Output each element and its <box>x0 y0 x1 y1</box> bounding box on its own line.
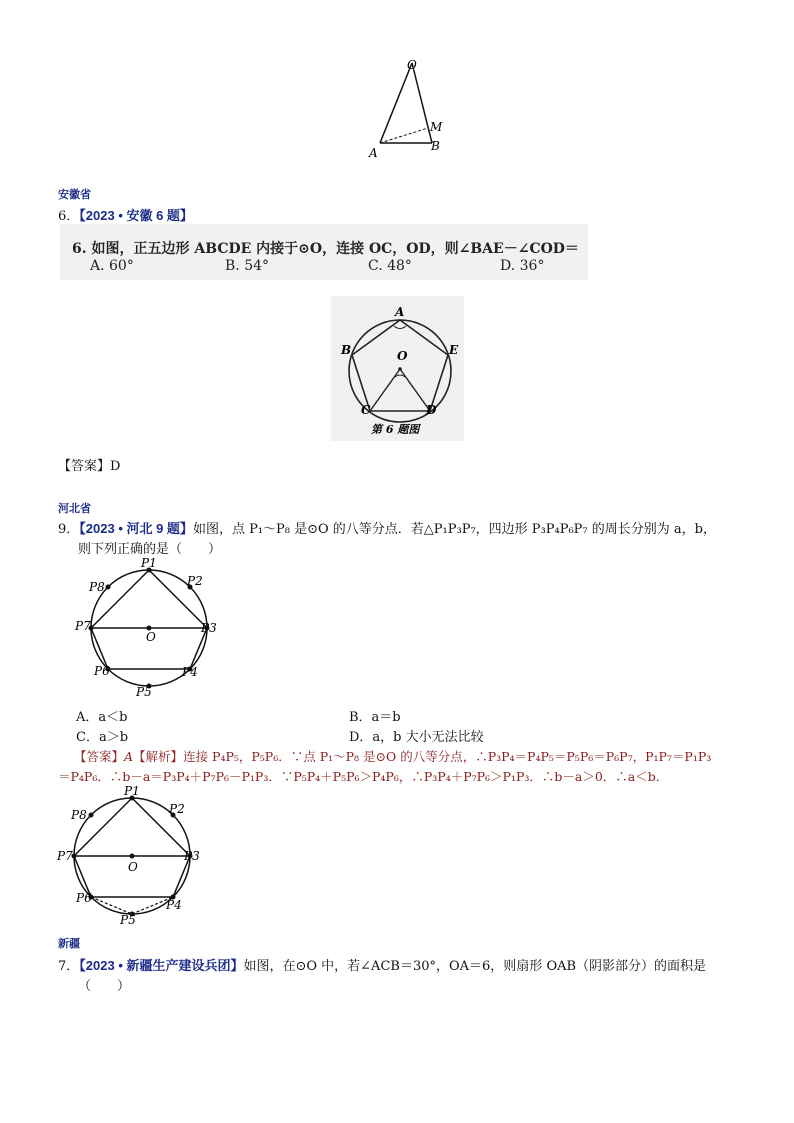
q6-answer: 【答案】D <box>58 459 121 474</box>
q9-stem-line1: 如图，点 P₁～P₈ 是⊙O 的八等分点．若△P₁P₃P₇，四边形 P₃P₄P₆P₇ 的周长分别为 a，b， <box>192 522 716 537</box>
fig2-p8: P8 <box>71 808 87 822</box>
fig2-p2: P2 <box>169 802 185 816</box>
pentagon-label-e: E <box>449 343 459 357</box>
q6-option-d: D. 36° <box>500 258 545 274</box>
q9-source: 【2023 • 河北 9 题】 <box>79 521 193 536</box>
fig2-p5: P5 <box>120 913 136 927</box>
pentagon-label-c: C <box>361 403 371 417</box>
q7-line1 <box>58 955 706 974</box>
figure-triangle-oab <box>360 55 460 165</box>
q6-figure-pentagon <box>331 296 464 441</box>
q9-option-c: C．a＞b <box>76 730 129 745</box>
region-anhui: 安徽省 <box>58 189 91 201</box>
q6-header: 6．【2023 • 安徽 6 题】 <box>58 208 193 224</box>
pentagon-label-d: D <box>426 403 437 417</box>
fig1-p8: P8 <box>89 580 105 594</box>
fig1-p3: P3 <box>201 621 217 635</box>
fig1-p6: P6 <box>94 664 110 678</box>
q9-answer-tag: 【答案】 <box>74 749 125 764</box>
q7-stem-line1: 如图，在⊙O 中，若∠ACB＝30°，OA＝6，则扇形 OAB（阴影部分）的面积是 <box>243 959 707 974</box>
pentagon-label-b: B <box>341 343 352 357</box>
region-xinjiang: 新疆 <box>58 938 80 950</box>
q9-analysis-line1 <box>74 747 711 765</box>
q9-answer-letter: A <box>124 749 134 764</box>
fig2-p3: P3 <box>184 849 200 863</box>
q9-figure-octagon <box>70 555 230 700</box>
fig2-o: O <box>128 860 138 874</box>
fig1-p7: P7 <box>75 619 91 633</box>
pentagon-label-a: A <box>395 305 405 319</box>
q9-number: 9． <box>58 522 80 537</box>
q6-option-b: B. 54° <box>225 258 270 274</box>
q9-solution-figure <box>55 783 215 928</box>
pentagon-caption: 第 6 题图 <box>371 423 420 436</box>
fig1-p2: P2 <box>187 574 203 588</box>
q9-line1 <box>58 518 716 537</box>
q7-number: 7． <box>58 959 80 974</box>
fig1-p5: P5 <box>136 685 152 699</box>
q9-option-d: D．a，b 大小无法比较 <box>349 730 484 745</box>
q6-stem: 6. 如图，正五边形 ABCDE 内接于⊙O，连接 OC，OD，则∠BAE－∠COD＝ <box>72 241 579 257</box>
q6-option-a: A. 60° <box>90 258 134 274</box>
q9-stem-line2: 则下列正确的是（ ） <box>78 542 222 557</box>
q7-source: 【2023 • 新疆生产建设兵团】 <box>79 958 244 973</box>
fig1-o: O <box>146 630 156 644</box>
label-b: B <box>431 139 440 153</box>
q7-stem-line2: （ ） <box>78 979 131 994</box>
label-m: M <box>430 120 443 134</box>
q9-analysis-line2: ＝P₄P₆．∴b－a＝P₃P₄＋P₇P₆－P₁P₃．∵P₅P₄＋P₅P₆＞P₄P₆，∴P₃P₄＋P₇P₆＞P₁P₃．∴b－a＞0．∴a＜b． <box>58 769 669 784</box>
fig2-p6: P6 <box>76 891 92 905</box>
fig1-p1: P1 <box>141 556 157 570</box>
label-a: A <box>369 146 378 160</box>
q9-option-a: A．a＜b <box>76 710 128 725</box>
q9-option-b: B．a＝b <box>349 710 401 725</box>
pentagon-label-o: O <box>397 349 408 363</box>
fig2-p1: P1 <box>124 784 140 798</box>
fig1-p4: P4 <box>182 665 198 679</box>
label-o: O <box>407 58 417 72</box>
fig2-p4: P4 <box>166 898 182 912</box>
region-hebei: 河北省 <box>58 503 91 515</box>
q9-analysis-text1: 连接 P₄P₅，P₅P₆．∵点 P₁～P₈ 是⊙O 的八等分点，∴P₃P₄＝P₄P₅＝P₅P₆＝P₆P₇，P₁P₇＝P₁P₃ <box>183 749 712 764</box>
q6-source: 【2023 • 安徽 6 题】 <box>79 208 193 223</box>
q9-analysis-tag: 【解析】 <box>133 749 184 764</box>
q6-option-c: C. 48° <box>368 258 412 274</box>
fig2-p7: P7 <box>57 849 73 863</box>
